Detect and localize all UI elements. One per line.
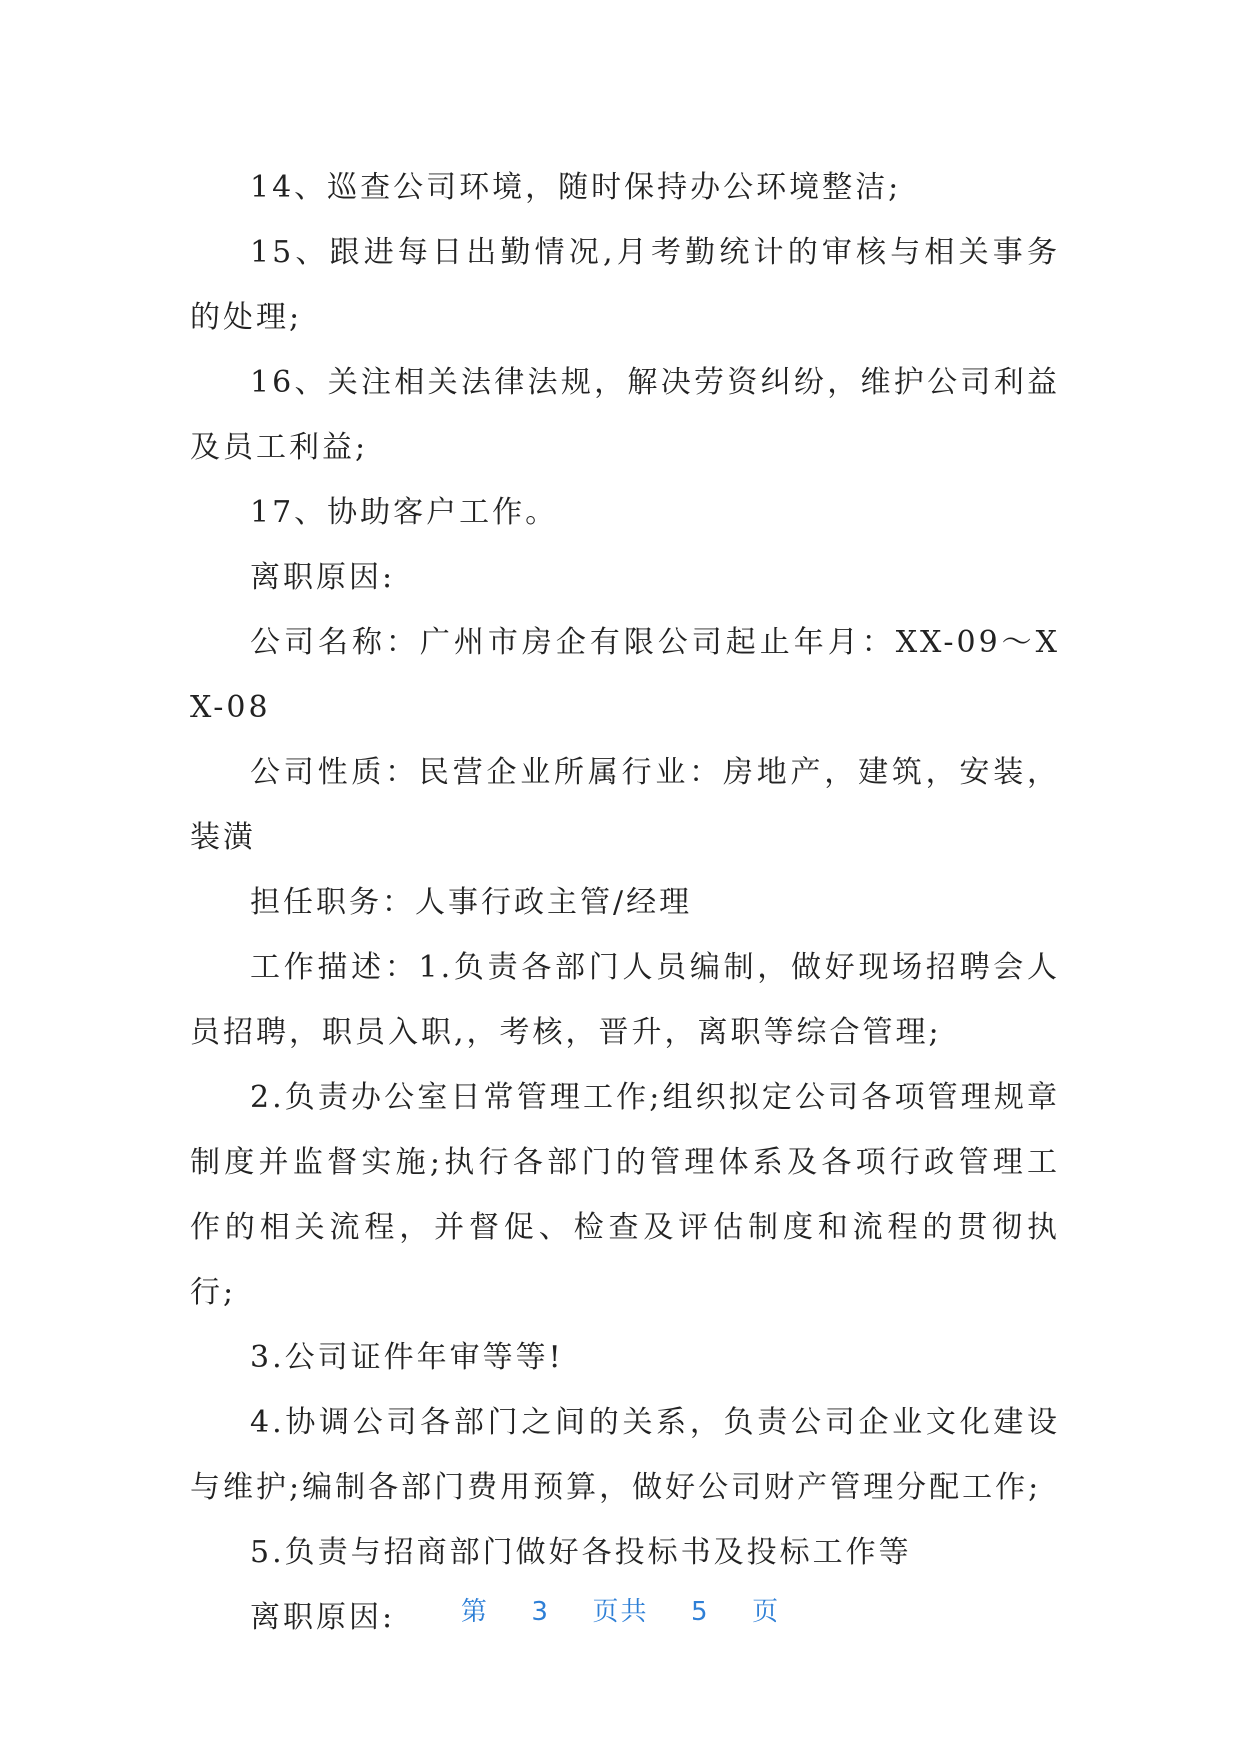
page-footer <box>0 1597 1241 1627</box>
page-body <box>190 155 1060 1650</box>
footer-prefix: 第 <box>460 1597 489 1627</box>
paragraph-job-description-2: 2.负责办公室日常管理工作;组织拟定公司各项管理规章制度并监督实施;执行各部门的管理体系及各项行政管理工作的相关流程，并督促、检查及评估制度和流程的贯彻执行; <box>190 1080 1060 1310</box>
paragraph-position: 担任职务：人事行政主管/经理 <box>250 885 693 920</box>
paragraph-job-description-3: 3.公司证件年审等等! <box>250 1340 564 1375</box>
paragraph-job-description-1: 工作描述：1.负责各部门人员编制，做好现场招聘会人员招聘，职员入职,，考核，晋升，离职等综合管理; <box>190 950 1060 1050</box>
paragraph-item-16: 16、关注相关法律法规，解决劳资纠纷，维护公司利益及员工利益; <box>190 365 1060 465</box>
footer-middle: 页共 <box>592 1597 649 1627</box>
paragraph-job-description-5: 5.负责与招商部门做好各投标书及投标工作等 <box>250 1535 912 1570</box>
footer-total-pages: 5 <box>691 1597 710 1627</box>
paragraph-resignation-reason-1: 离职原因: <box>250 560 396 595</box>
footer-current-page: 3 <box>531 1597 550 1627</box>
paragraph-resignation-reason-2: 离职原因: <box>250 1600 396 1635</box>
paragraph-company-nature: 公司性质：民营企业所属行业：房地产，建筑，安装，装潢 <box>190 755 1060 855</box>
paragraph-item-14: 14、巡查公司环境，随时保持办公环境整洁; <box>250 170 902 205</box>
footer-suffix: 页 <box>752 1597 781 1627</box>
paragraph-job-description-4: 4.协调公司各部门之间的关系，负责公司企业文化建设与维护;编制各部门费用预算，做好公司财产管理分配工作; <box>190 1405 1060 1505</box>
paragraph-item-17: 17、协助客户工作。 <box>250 495 559 530</box>
paragraph-company-name: 公司名称：广州市房企有限公司起止年月：XX-09～XX-08 <box>190 625 1060 725</box>
paragraph-item-15: 15、跟进每日出勤情况,月考勤统计的审核与相关事务的处理; <box>190 235 1060 335</box>
